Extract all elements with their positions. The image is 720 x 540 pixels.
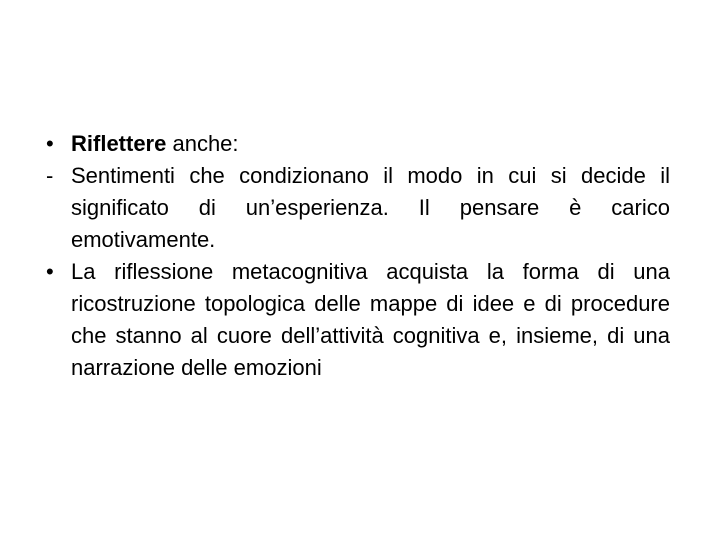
bullet-marker: •: [46, 131, 54, 156]
bullet-text: anche:: [166, 131, 239, 156]
bold-keyword: Riflettere: [71, 131, 167, 156]
slide-text-body: [46, 128, 670, 384]
bullet-item-riflettere: [46, 128, 670, 160]
dash-item-sentimenti: [46, 160, 670, 256]
item-text: Sentimenti che condizionano il modo in cui si decide il significato di un’esperienza. Il pensare è carico emotivamente.: [71, 163, 670, 252]
bullet-item-riflessione: [46, 256, 670, 384]
bullet-text: La riflessione metacognitiva acquista la forma di una ricostruzione topologica delle mappe di idee e di procedure che stanno al cuore dell’attività cognitiva e, insieme, di una narrazione delle emozioni: [71, 259, 670, 380]
dash-marker: -: [46, 163, 54, 188]
bullet-marker: •: [46, 259, 54, 284]
